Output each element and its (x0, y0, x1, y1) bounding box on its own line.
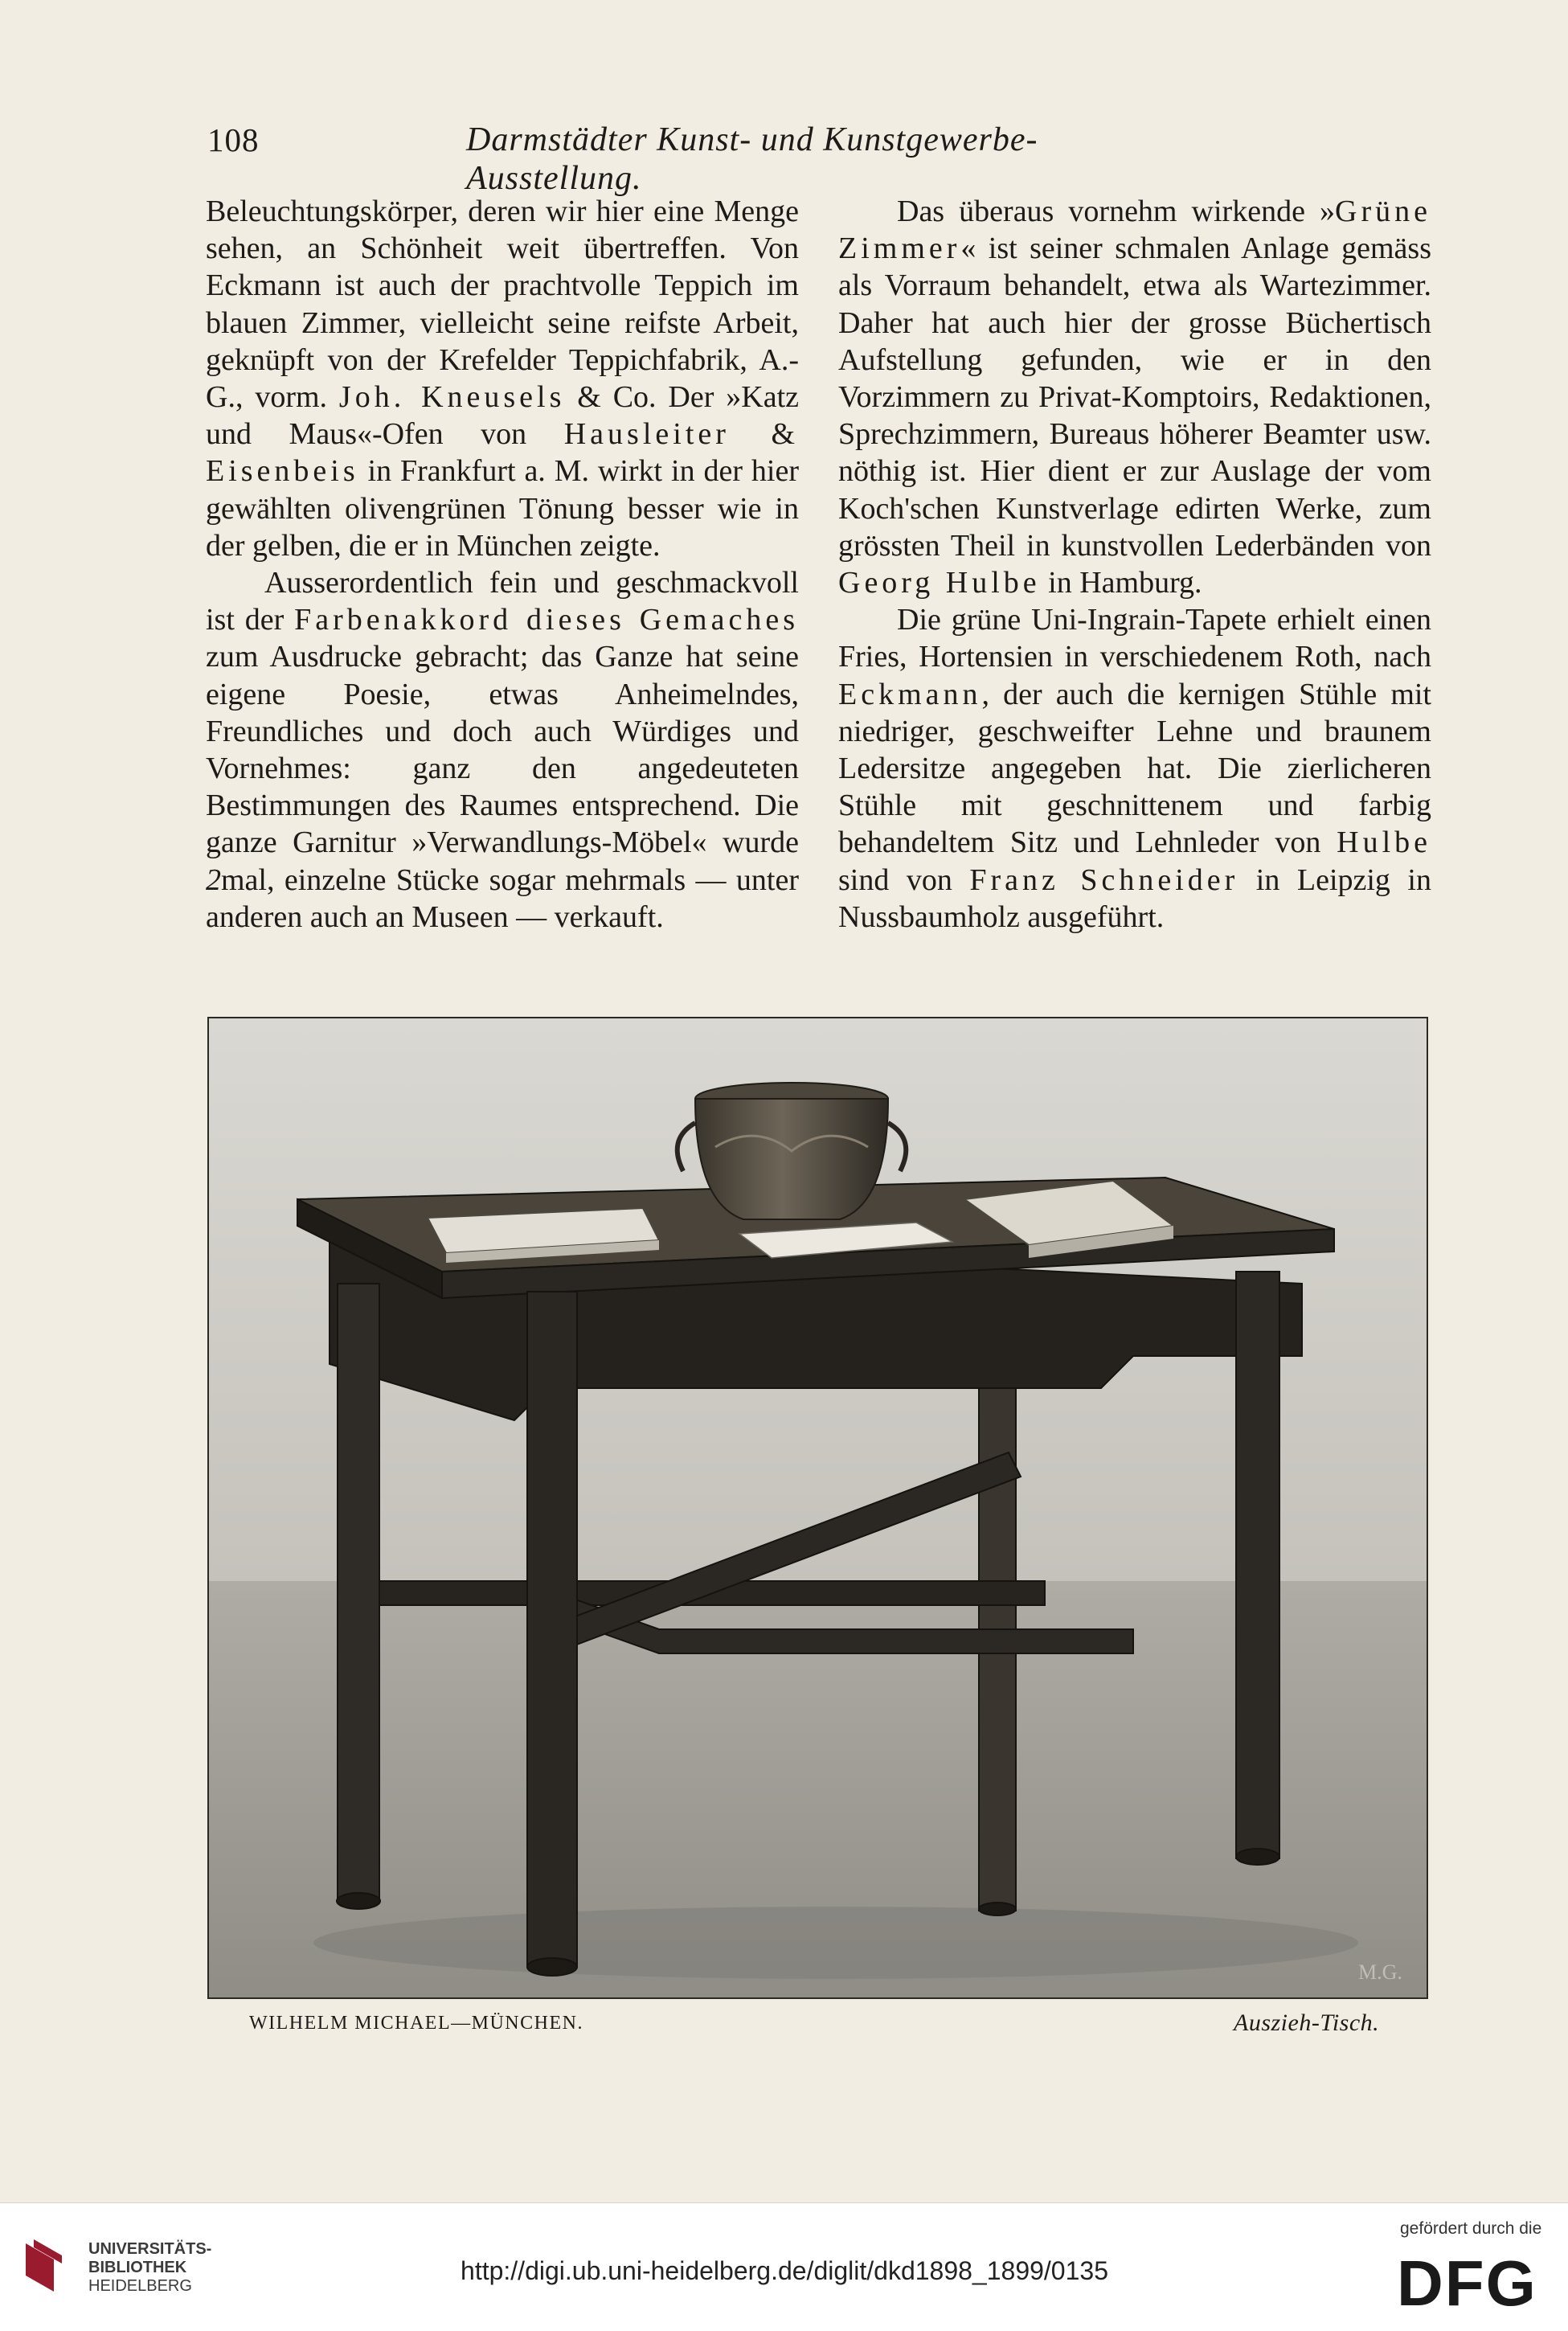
text-run: in Hamburg. (1040, 566, 1202, 600)
spaced-name: Grüne Zimmer (838, 195, 1431, 266)
left-text-column (206, 193, 799, 936)
dfg-logo: DFG (1397, 2247, 1537, 2319)
text-run: Ausserordentlich fein und geschmackvoll ist der (206, 566, 799, 637)
spaced-name: Eckmann (838, 677, 982, 711)
text-run: Beleuchtungskörper, deren wir hier eine Menge sehen, an Schönheit weit übertreffen. Von Eckmann ist auch der prachtvolle Teppich im blauen Zimmer, vielleicht seine reifste Arbeit, geknüpft von der Krefelder Teppichfabrik, A.-G., vorm. (206, 195, 799, 415)
university-library-logo-icon (18, 2235, 82, 2300)
funding-label: gefördert durch die (1400, 2219, 1542, 2238)
table-photograph (207, 1017, 1428, 1999)
digitization-footer (0, 2202, 1568, 2331)
running-head: Darmstädter Kunst- und Kunstgewerbe-Ausstellung. (466, 121, 1038, 197)
spaced-name: Georg Hulbe (838, 566, 1041, 600)
text-run: Die grüne Uni-Ingrain-Tapete erhielt einen Fries, Hortensien in verschiedenem Roth, nach (838, 603, 1431, 674)
left-paragraph-2 (206, 564, 799, 936)
spaced-name: Hulbe (1337, 825, 1431, 860)
right-text-column (838, 193, 1431, 936)
text-run: Das überaus vornehm wirkende » (897, 195, 1336, 228)
figure-caption-title: Auszieh-Tisch. (1234, 2009, 1380, 2036)
text-run: mal, einzelne Stücke sogar mehrmals — unter anderen auch an Museen — verkauft. (206, 862, 799, 934)
library-name-line-3: HEIDELBERG (88, 2277, 192, 2295)
text-run: « ist seiner schmalen Anlage gemäss als Vorraum behandelt, etwa als Wartezimmer. Daher hat auch hier der grosse Büchertisch Aufstellung gefunden, wie er in den Vorzimmern zu Privat-Komptoirs, Redaktionen, Sprechzimmern, Bureaus höherer Beamter usw. nöthig ist. Hier dient er zur Auslage der vom Koch'schen Kunstverlage edirten Werke, zum grössten Theil in kunstvollen Lederbänden von (838, 231, 1431, 563)
table-shadow (313, 1907, 1358, 1979)
text-run: in Frankfurt a. M. wirkt in der hier gewählten olivengrünen Tönung besser wie in der gelben, die er in München zeigte. (206, 454, 799, 563)
photographer-mark: M.G. (1358, 1960, 1402, 1984)
right-paragraph-2 (838, 601, 1431, 936)
text-run: zum Ausdrucke gebracht; das Ganze hat seine eigene Poesie, etwas Anheimelndes, Freundliches und doch auch Würdiges und Vornehmes: ganz den angedeuteten Bestimmungen des Raumes entsprechend. Die ganze Garnitur »Verwandlungs-Möbel« wurde (206, 640, 799, 860)
text-run: & Co. Der »Katz und Maus«-Ofen von (206, 380, 799, 452)
left-paragraph-1 (206, 193, 799, 564)
spaced-name: Farbenakkord dieses Gemaches (294, 603, 799, 637)
text-run: sind von (838, 862, 970, 897)
university-library-name (88, 2240, 211, 2296)
library-name-line-1: UNIVERSITÄTS- (88, 2240, 212, 2258)
right-paragraph-1 (838, 193, 1431, 601)
page-number: 108 (207, 121, 260, 158)
spaced-name: Franz Schneider (969, 862, 1239, 897)
extending-table-illustration (209, 1018, 1427, 1997)
figure-caption-maker: WILHELM MICHAEL—MÜNCHEN. (249, 2013, 583, 2034)
permalink-url[interactable]: http://digi.ub.uni-heidelberg.de/diglit/dkd1898_1899/0135 (461, 2256, 1108, 2285)
text-run: in Leipzig in Nussbaumholz ausgeführt. (838, 862, 1431, 934)
text-run: , der auch die kernigen Stühle mit niedriger, geschweifter Lehne und braunem Ledersitze angegeben hat. Die zierlicheren Stühle mit geschnittenem und farbig behandeltem Sitz und Lehnleder von (838, 677, 1431, 860)
spaced-name: Joh. Kneusels (338, 380, 566, 415)
italic-numeral: 2 (206, 862, 221, 897)
spaced-name: Hausleiter & Eisenbeis (206, 417, 800, 489)
library-name-line-2: BIBLIOTHEK (88, 2259, 187, 2276)
